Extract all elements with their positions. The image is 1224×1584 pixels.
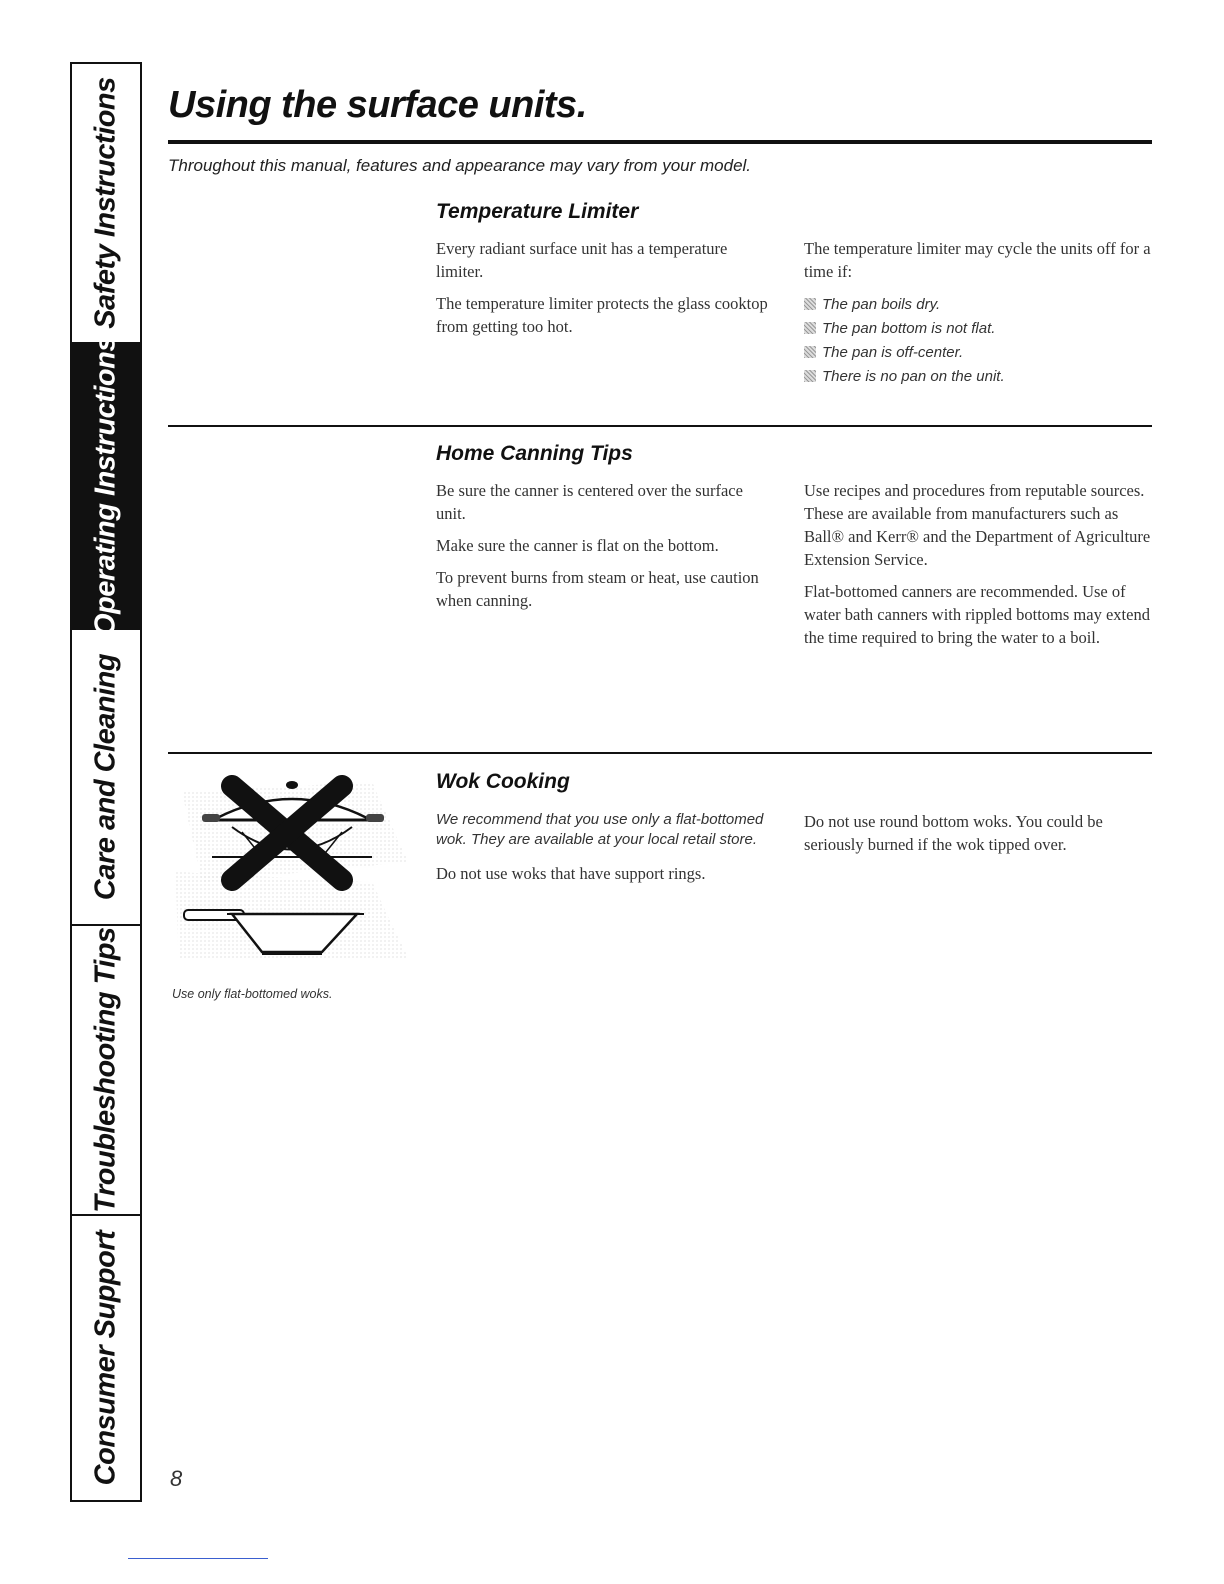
paragraph: Make sure the canner is flat on the bottom. — [436, 536, 719, 555]
tab-label: Safety Instructions — [89, 77, 122, 329]
tab-troubleshooting-tips[interactable] — [72, 926, 140, 1216]
tab-care-and-cleaning[interactable] — [72, 630, 140, 926]
section-divider — [168, 425, 1152, 427]
tab-label: Consumer Support — [89, 1230, 122, 1486]
bullet-icon — [804, 346, 816, 358]
home-canning-right-column — [804, 479, 1154, 658]
tab-safety-instructions[interactable] — [72, 64, 140, 344]
wok-illustration — [172, 772, 412, 962]
section-divider — [168, 752, 1152, 754]
temperature-limiter-right-column — [804, 237, 1154, 388]
list-item: The pan boils dry. — [804, 292, 1154, 316]
paragraph: The temperature limiter may cycle the units off for a time if: — [804, 239, 1151, 281]
wok-cooking-right-column — [804, 810, 1154, 865]
bullet-icon — [804, 298, 816, 310]
paragraph: Flat-bottomed canners are recommended. Use of water bath canners with rippled bottoms may extend the time required to bring the water to a boil. — [804, 582, 1150, 647]
temperature-limiter-left-column — [436, 237, 776, 347]
page-title: Using the surface units. — [168, 84, 587, 126]
wok-cooking-left-column — [436, 810, 776, 894]
paragraph: Every radiant surface unit has a temperature limiter. — [436, 239, 728, 281]
list-item: There is no pan on the unit. — [804, 364, 1154, 388]
section-heading-wok-cooking: Wok Cooking — [436, 770, 570, 793]
tab-label: Troubleshooting Tips — [89, 927, 122, 1213]
title-divider — [168, 140, 1152, 144]
tab-operating-instructions[interactable] — [72, 336, 140, 636]
footer-link-line — [128, 1558, 268, 1559]
paragraph: Be sure the canner is centered over the surface unit. — [436, 481, 743, 523]
page-number: 8 — [170, 1466, 183, 1491]
paragraph: Do not use round bottom woks. You could be seriously burned if the wok tipped over. — [804, 812, 1103, 854]
paragraph: The temperature limiter protects the glass cooktop from getting too hot. — [436, 294, 768, 336]
home-canning-left-column — [436, 479, 776, 621]
paragraph: Use recipes and procedures from reputable sources. These are available from manufacturers such as Ball® and Kerr® and the Department of Agriculture Extension Service. — [804, 481, 1151, 569]
page-subtitle: Throughout this manual, features and appearance may vary from your model. — [168, 156, 752, 175]
paragraph: To prevent burns from steam or heat, use caution when canning. — [436, 568, 759, 610]
tab-consumer-support[interactable] — [72, 1216, 140, 1500]
bullet-icon — [804, 370, 816, 382]
bullet-icon — [804, 322, 816, 334]
tab-label: Care and Cleaning — [89, 653, 122, 901]
section-heading-home-canning-tips: Home Canning Tips — [436, 442, 633, 465]
list-item: The pan is off-center. — [804, 340, 1154, 364]
section-tab-rail — [70, 62, 142, 1502]
tab-label: Operating Instructions — [89, 336, 122, 636]
paragraph: We recommend that you use only a flat-bottomed wok. They are available at your local retail store. — [436, 811, 764, 848]
figure-caption: Use only flat-bottomed woks. — [172, 987, 333, 1001]
list-item: The pan bottom is not flat. — [804, 316, 1154, 340]
paragraph: Do not use woks that have support rings. — [436, 864, 706, 883]
limiter-conditions-list — [804, 292, 1154, 388]
section-heading-temperature-limiter: Temperature Limiter — [436, 200, 639, 223]
